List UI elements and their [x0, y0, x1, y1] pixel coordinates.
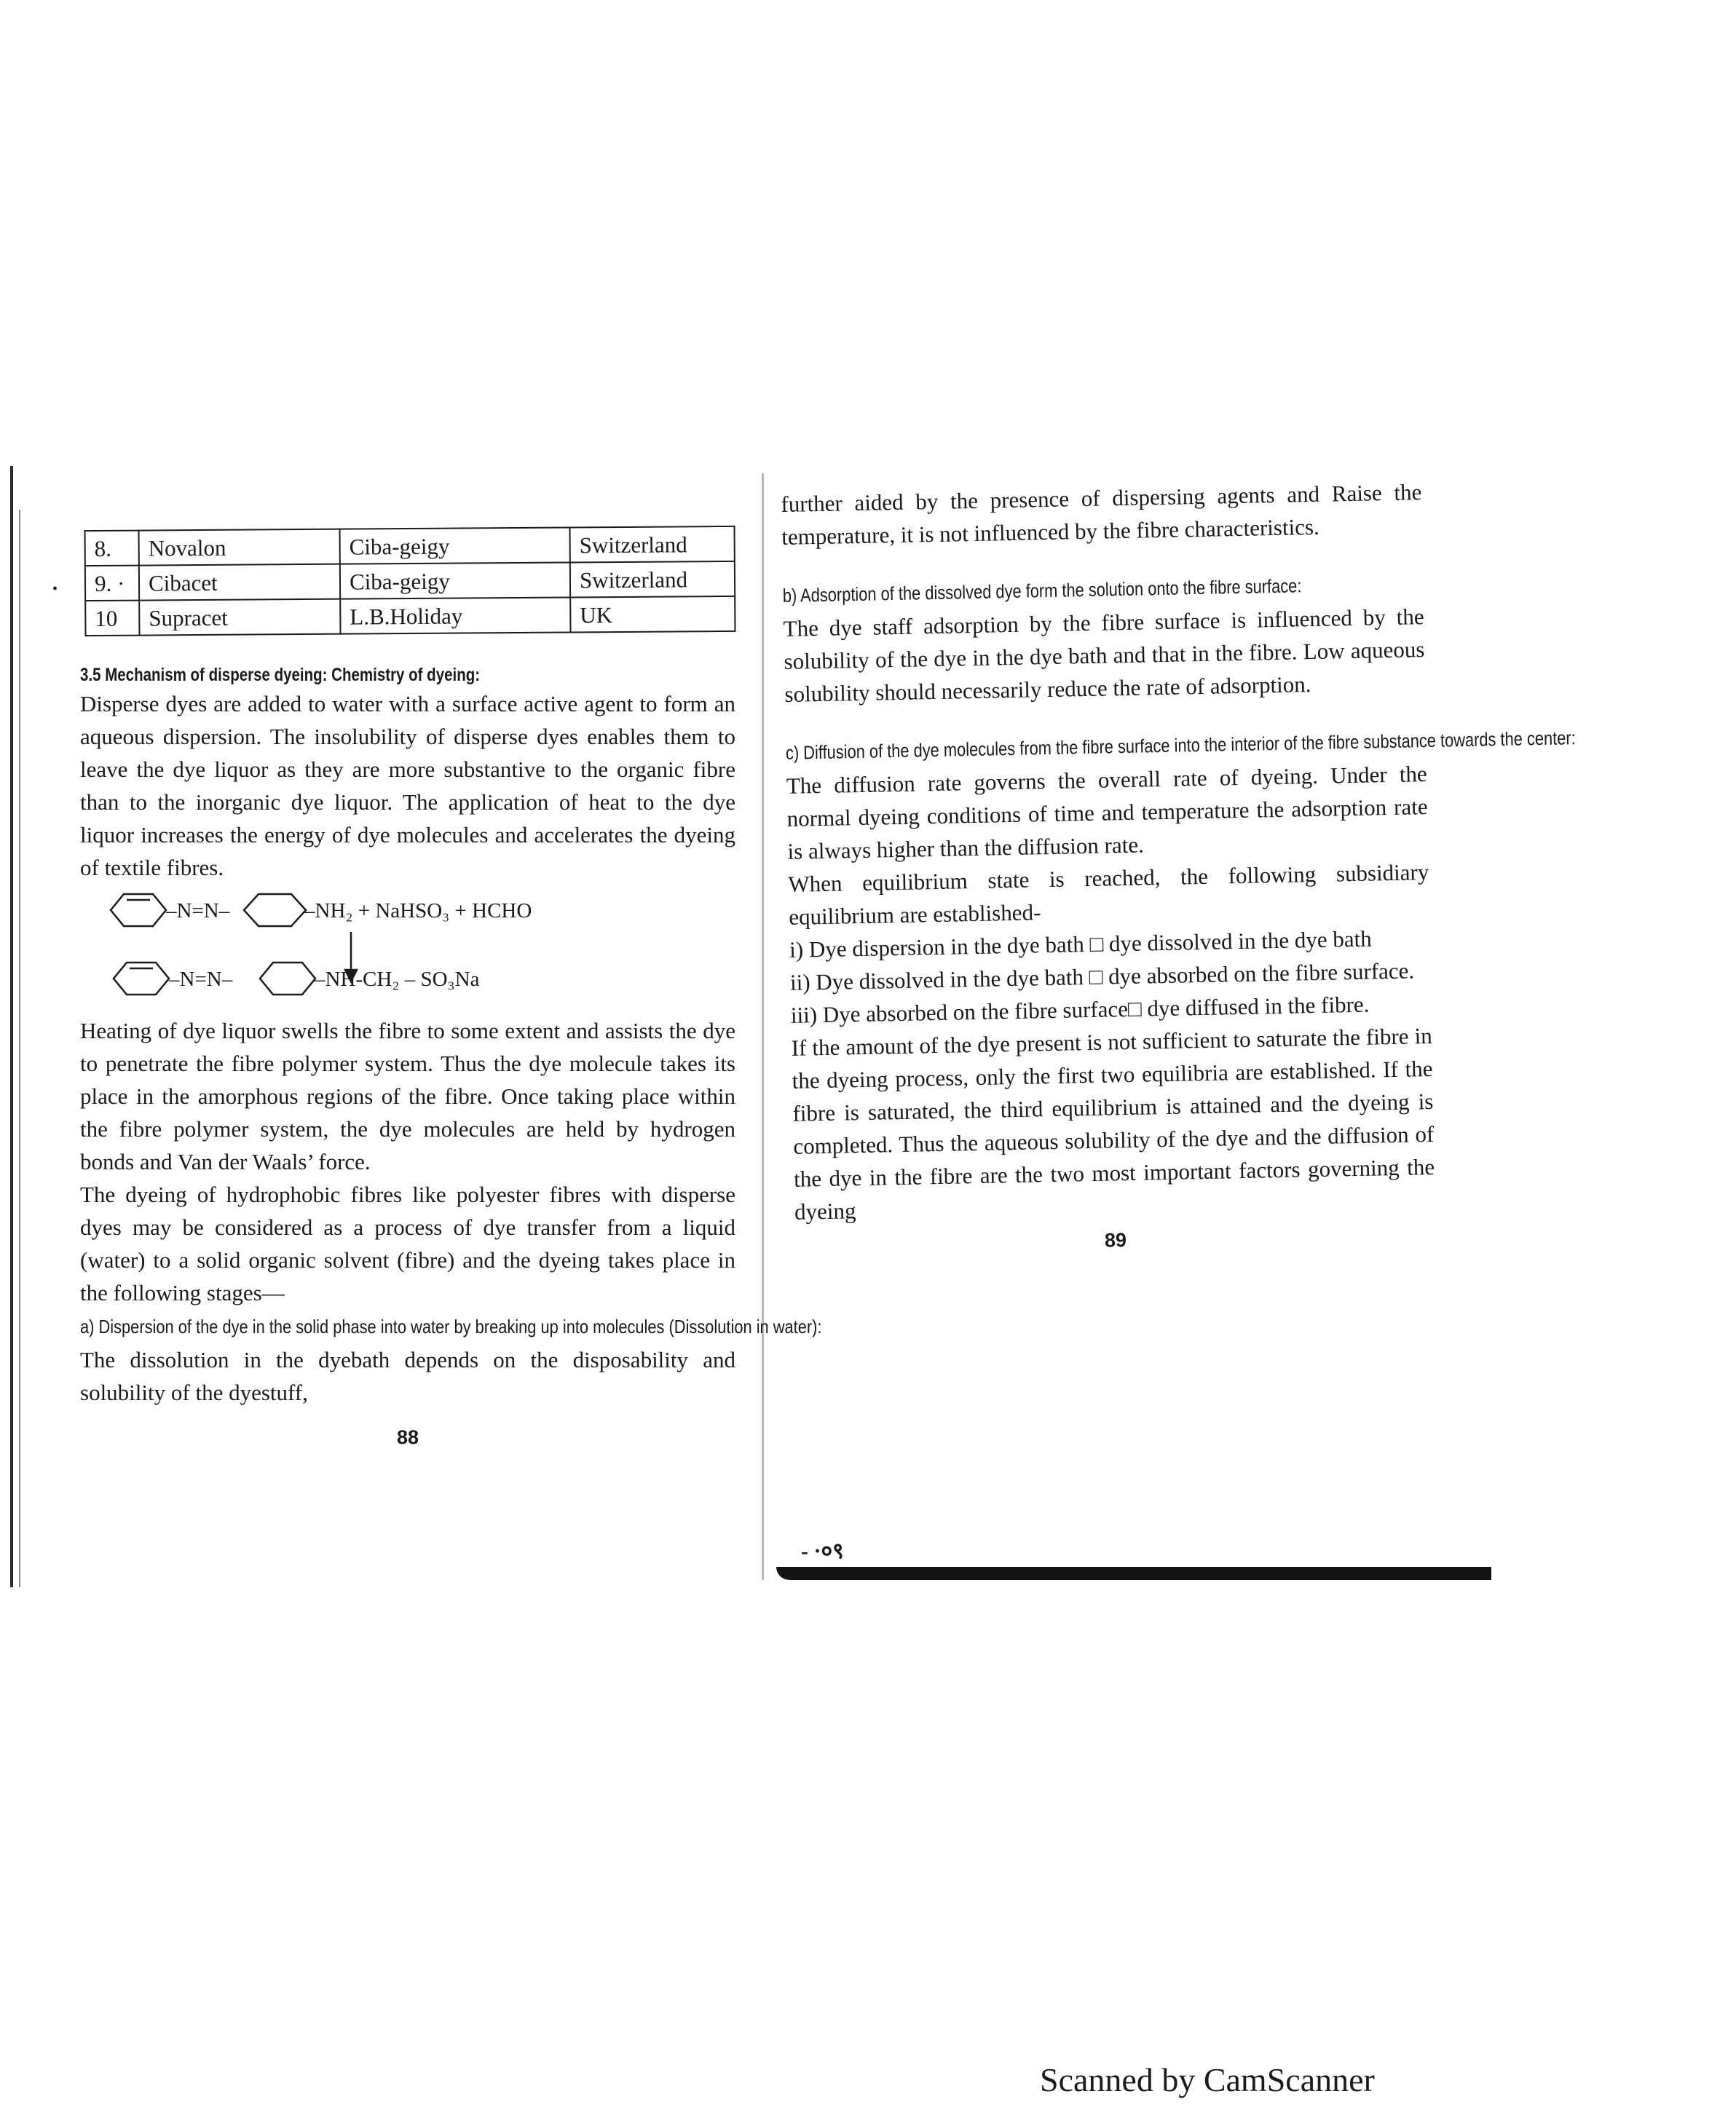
page-number-left: 88	[396, 1426, 419, 1448]
dye-makers-table	[84, 526, 736, 636]
manufacturer: L.B.Holiday	[340, 597, 570, 633]
row-number: 9. ·	[85, 566, 139, 601]
benzene-ring-1	[111, 894, 166, 926]
benzene-ring-3	[114, 963, 169, 995]
table-row	[85, 526, 735, 566]
equilibrium-3: iii) Dye absorbed on the fibre surface□ dye diffused in the fibre.	[790, 991, 1370, 1028]
paragraph-intro: Disperse dyes are added to water with a surface active agent to form an aqueous dispersion. The insolubility of disperse dyes enables them to leave the dye liquor as they are more substantive to the organic fibre than to the inorganic dye liquor. The application of heat to the dye liquor increases the energy of dye molecules and accelerates the dyeing of textile fibres.	[80, 691, 735, 880]
stage-c-text: The diffusion rate governs the overall rate of dyeing. Under the normal dyeing conditions of time and temperature the adsorption rate is always higher than the diffusion rate.	[786, 761, 1428, 864]
manufacturer: Ciba-geigy	[339, 527, 569, 564]
paragraph-continued: further aided by the presence of dispersing agents and Raise the temperature, it is not influenced by the fibre characteristics.	[781, 479, 1422, 550]
azo-link-2: –N=N–	[169, 968, 233, 991]
page-shadow-rule	[776, 1567, 1491, 1580]
azo-link-1: –N=N–	[166, 899, 230, 922]
benzene-ring-4	[260, 963, 315, 995]
right-page	[781, 475, 1576, 1258]
stage-a	[80, 1309, 822, 1409]
page-number-right: 89	[1104, 1229, 1127, 1252]
section-heading: 3.5 Mechanism of disperse dyeing: Chemistry of dyeing:	[80, 665, 481, 685]
dye-name: Supracet	[139, 599, 340, 636]
dye-name: Novalon	[139, 529, 340, 566]
table-row	[85, 596, 735, 636]
equilibrium-intro: When equilibrium state is reached, the following subsidiary equilibrium are established-	[788, 859, 1429, 930]
row-number: 8.	[85, 531, 139, 566]
reactants: –NH₂ + NaHSO₃ + HCHO	[304, 899, 532, 922]
equilibrium-1: i) Dye dispersion in the dye bath □ dye dissolved in the dye bath	[789, 925, 1372, 963]
equilibrium-2: ii) Dye dissolved in the dye bath □ dye absorbed on the fibre surface.	[789, 957, 1415, 995]
paragraph-heating: Heating of dye liquor swells the fibre to some extent and assists the dye to penetrate the fibre polymer system. Thus the dye molecule takes its place in the amorphous regions of the fibre. Once taking place within the fibre polymer system, the dye molecules are held by hydrogen bonds and Van der Waals’ force.	[80, 1018, 735, 1174]
country: UK	[570, 596, 735, 633]
stage-b-text: The dye staff adsorption by the fibre surface is influenced by the solubility of the dye in the dye bath and that in the fibre. Low aqueous solubility should necessarily reduce the rate of adsorption.	[783, 604, 1425, 707]
handwritten-page-mark: - ·०९	[801, 1539, 844, 1563]
left-page	[80, 528, 822, 1449]
country: Switzerland	[569, 526, 734, 563]
row-number: 10	[85, 601, 139, 636]
paragraph-final: If the amount of the dye present is not sufficient to saturate the fibre in the dyeing process, only the first two equilibria are established. If the fibre is saturated, the third equilibrium is attained and the dyeing is completed. Thus the aqueous solubility of the dye and the diffusion of the dye in the fibre are the two most important factors governing the dyeing	[791, 1022, 1435, 1225]
binding-edge	[10, 466, 13, 1587]
stage-a-label: a) Dispersion of the dye in the solid phase into water by breaking up into molecules (Dissolution in water):	[80, 1316, 822, 1337]
stage-c-label: c) Diffusion of the dye molecules from the fibre surface into the interior of the fibre substance towards the center:	[785, 727, 1576, 764]
stage-b-label: b) Adsorption of the dissolved dye form the solution onto the fibre surface:	[782, 574, 1302, 606]
manufacturer: Ciba-geigy	[340, 562, 570, 598]
table-row	[85, 561, 735, 601]
stage-b	[782, 566, 1425, 711]
reaction-scheme	[80, 890, 735, 1010]
country: Switzerland	[570, 561, 735, 598]
binding-edge-shadow	[19, 510, 20, 1587]
scan-speck: •	[52, 581, 58, 597]
stage-a-text: The dissolution in the dyebath depends on the disposability and solubility of the dyestuff,	[80, 1347, 735, 1405]
dye-name: Cibacet	[139, 564, 340, 601]
paragraph-stages: The dyeing of hydrophobic fibres like polyester fibres with disperse dyes may be considered as a process of dye transfer from a liquid (water) to a solid organic solvent (fibre) and the dyeing takes place in the following stages—	[80, 1182, 735, 1305]
chemical-reaction-diagram	[80, 890, 735, 1010]
product: –NH-CH₂ – SO₃Na	[315, 968, 480, 991]
scanner-watermark: Scanned by CamScanner	[1040, 2061, 1375, 2098]
benzene-ring-2	[244, 894, 306, 926]
stage-c	[785, 723, 1576, 868]
page-gutter	[762, 473, 764, 1580]
